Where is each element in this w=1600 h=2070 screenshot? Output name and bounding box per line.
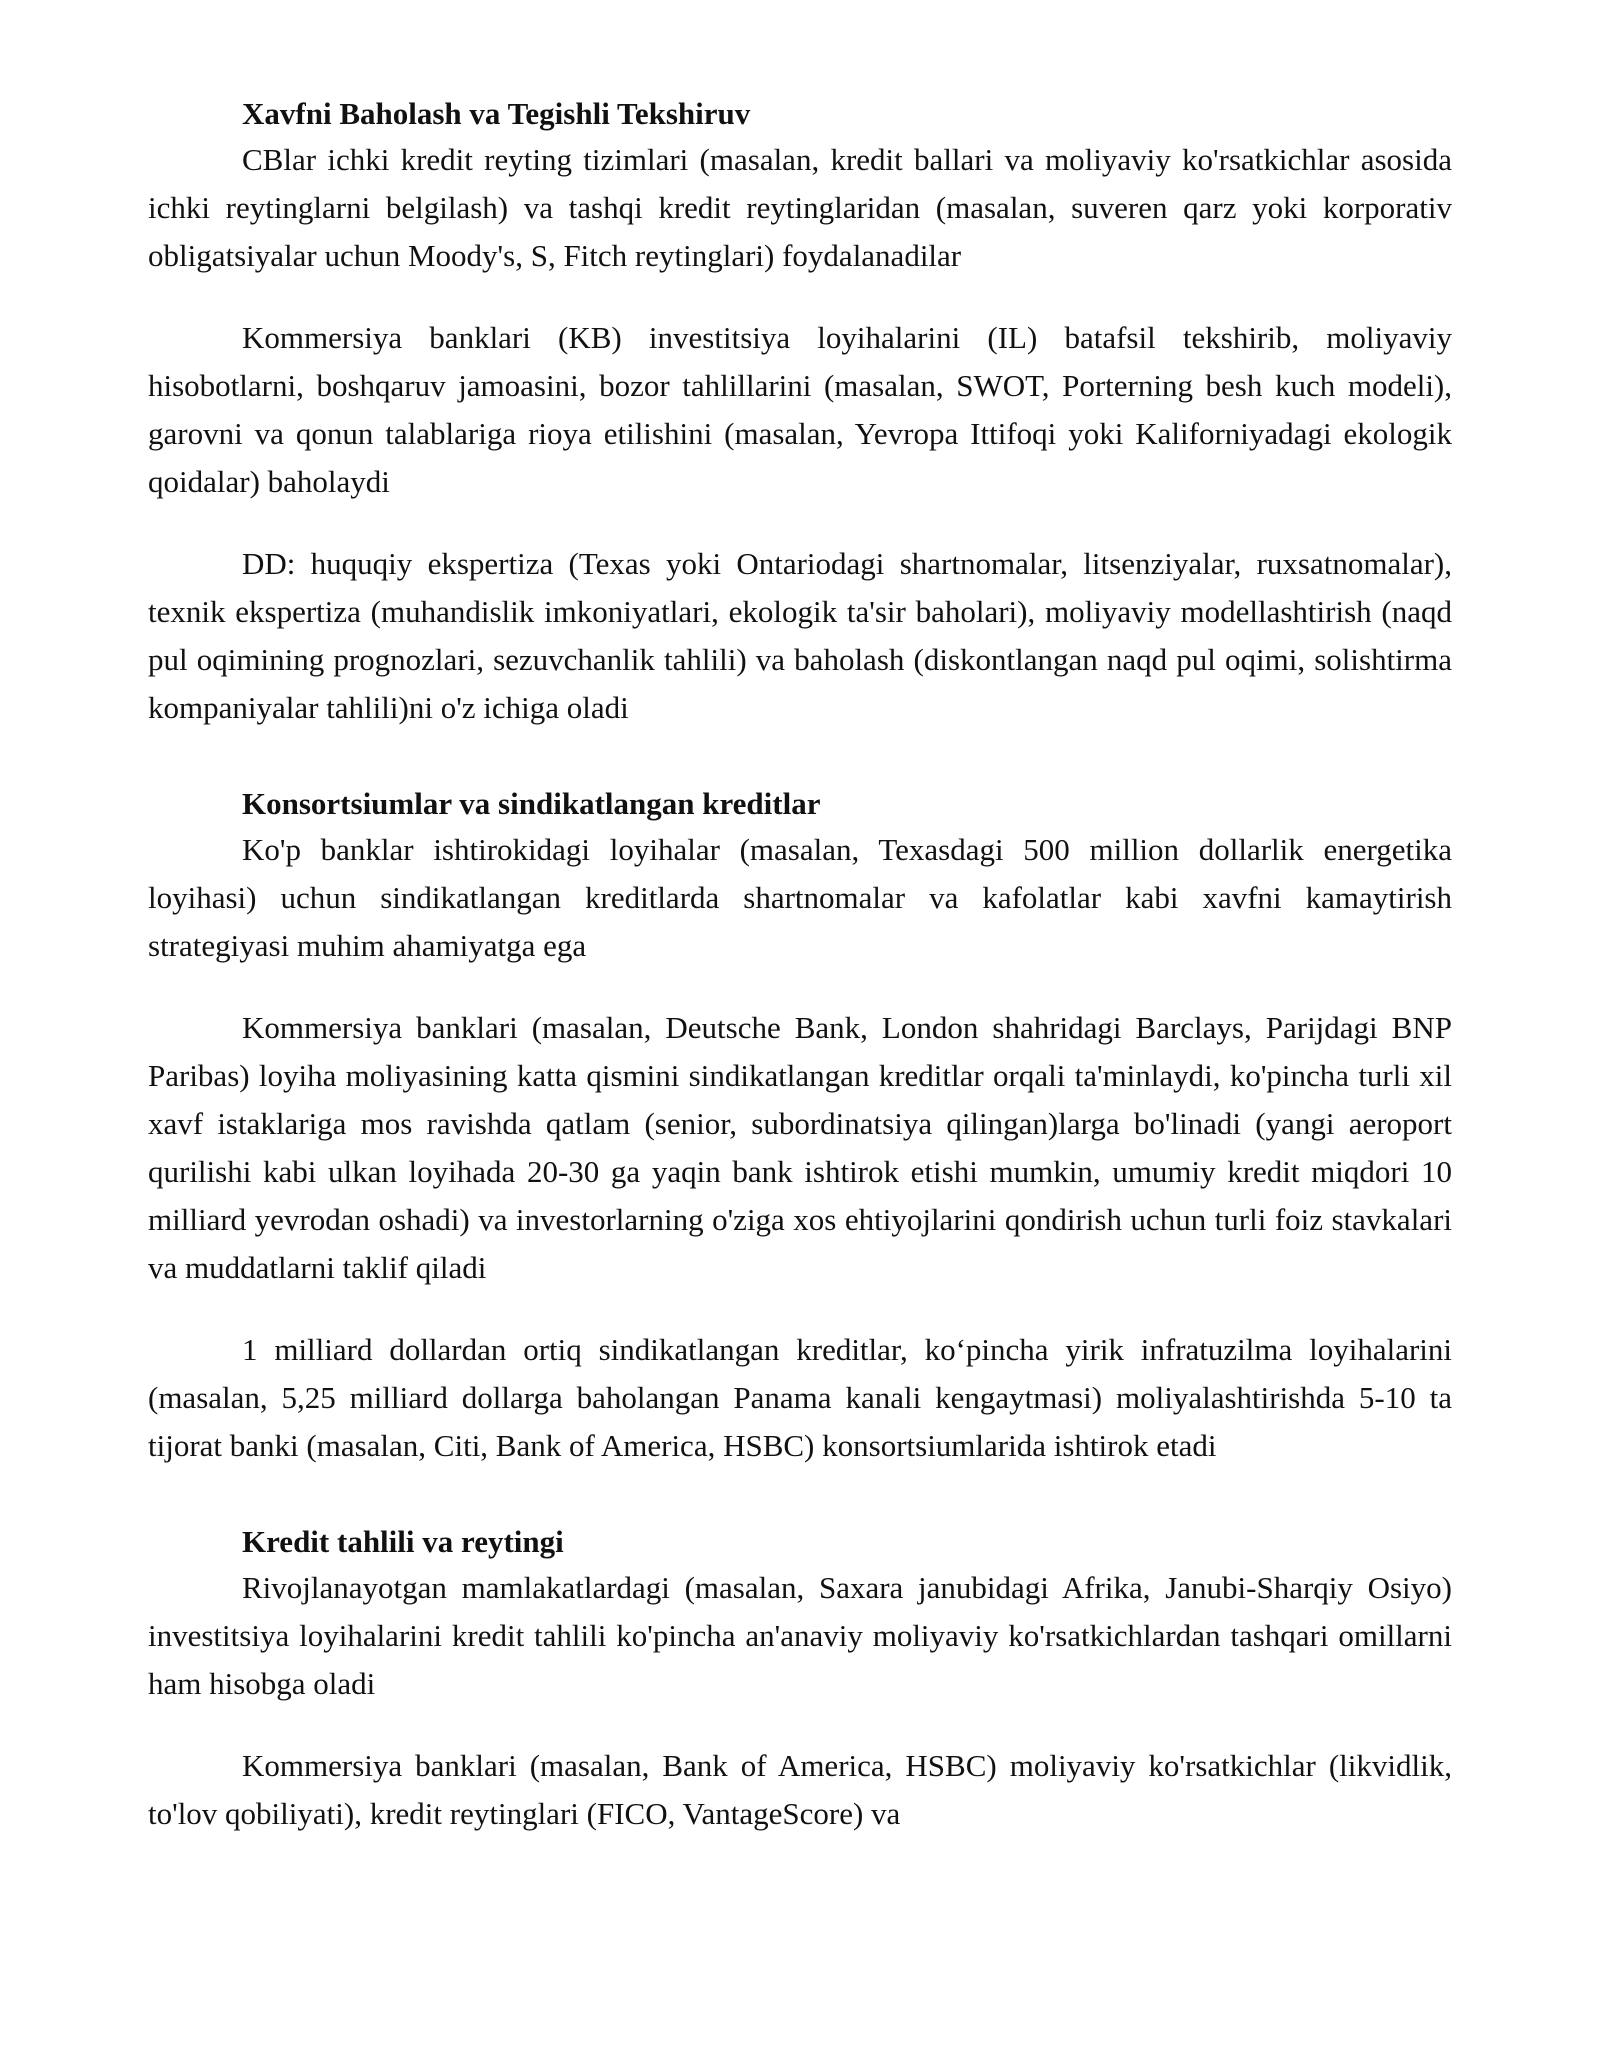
paragraph: Rivojlanayotgan mamlakatlardagi (masalan, Saxara janubidagi Afrika, Janubi-Sharqiy Osiyo) investitsiya loyihalarini kredit tahlili ko'pincha an'anaviy moliyaviy ko'rsatkichlardan tashqari omillarni ham hisobga oladi (148, 1570, 1452, 1701)
paragraph: 1 milliard dollardan ortiq sindikatlangan kreditlar, ko‘pincha yirik infratuzilma loyihalarini (masalan, 5,25 milliard dollarga baholangan Panama kanali kengaytmasi) moliyalashtirishda 5-10 ta tijorat banki (masalan, Citi, Bank of America, HSBC) konsortsiumlarida ishtirok etadi (148, 1332, 1452, 1463)
section-credit-analysis (148, 1520, 1452, 1838)
section-risk-assessment (148, 92, 1452, 732)
paragraph: Kommersiya banklari (KB) investitsiya loyihalarini (IL) batafsil tekshirib, moliyaviy hisobotlarni, boshqaruv jamoasini, bozor tahlillarini (masalan, SWOT, Porterning besh kuch modeli), garovni va qonun talablariga rioya etilishini (masalan, Yevropa Ittifoqi yoki Kaliforniyadagi ekologik qoidalar) baholaydi (148, 320, 1452, 499)
section-title: Konsortsiumlar va sindikatlangan kreditlar (242, 786, 821, 821)
paragraph: DD: huquqiy ekspertiza (Texas yoki Ontariodagi shartnomalar, litsenziyalar, ruxsatnomalar), texnik ekspertiza (muhandislik imkoniyatlari, ekologik ta'sir baholari), moliyaviy modellashtirish (naqd pul oqimining prognozlari, sezuvchanlik tahlili) va baholash (diskontlangan naqd pul oqimi, solishtirma kompaniyalar tahlili)ni o'z ichiga oladi (148, 546, 1452, 725)
document-body (148, 92, 1452, 1838)
paragraph: Kommersiya banklari (masalan, Bank of America, HSBC) moliyaviy ko'rsatkichlar (likvidlik, to'lov qobiliyati), kredit reytinglari (FICO, VantageScore) va (148, 1748, 1452, 1831)
paragraph: Ko'p banklar ishtirokidagi loyihalar (masalan, Texasdagi 500 million dollarlik energetika loyihasi) uchun sindikatlangan kreditlarda shartnomalar va kafolatlar kabi xavfni kamaytirish strategiyasi muhim ahamiyatga ega (148, 832, 1452, 963)
paragraph: Kommersiya banklari (masalan, Deutsche Bank, London shahridagi Barclays, Parijdagi BNP Paribas) loyiha moliyasining katta qismini sindikatlangan kreditlar orqali ta'minlaydi, ko'pincha turli xil xavf istaklariga mos ravishda qatlam (senior, subordinatsiya qilingan)larga bo'linadi (yangi aeroport qurilishi kabi ulkan loyihada 20-30 ga yaqin bank ishtirok etishi mumkin, umumiy kredit miqdori 10 milliard yevrodan oshadi) va investorlarning o'ziga xos ehtiyojlarini qondirish uchun turli foiz stavkalari va muddatlarni taklif qiladi (148, 1010, 1452, 1285)
section-syndicated-loans (148, 782, 1452, 1470)
section-title: Xavfni Baholash va Tegishli Tekshiruv (242, 96, 751, 131)
section-title: Kredit tahlili va reytingi (242, 1524, 564, 1559)
paragraph: CBlar ichki kredit reyting tizimlari (masalan, kredit ballari va moliyaviy ko'rsatkichlar asosida ichki reytinglarni belgilash) va tashqi kredit reytinglaridan (masalan, suveren qarz yoki korporativ obligatsiyalar uchun Moody's, S, Fitch reytinglari) foydalanadilar (148, 142, 1452, 273)
